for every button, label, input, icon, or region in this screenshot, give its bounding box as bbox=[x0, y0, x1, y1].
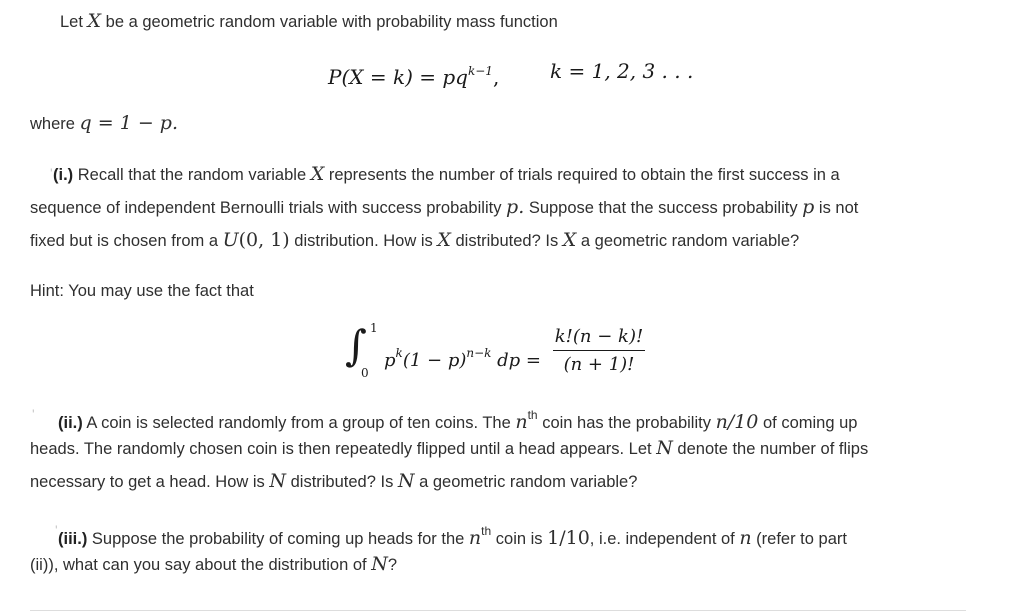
margin-tick: ' bbox=[50, 165, 53, 181]
variable-n-cap: N bbox=[371, 553, 388, 575]
part3-text: , i.e. independent of bbox=[589, 530, 740, 548]
variable-n: n bbox=[468, 527, 482, 549]
uniform-args: (0, 1) bbox=[238, 229, 290, 251]
integrand-one-minus-p: (1 − p) bbox=[402, 350, 467, 371]
part1-text: Suppose that the success probability bbox=[524, 199, 803, 217]
bottom-divider bbox=[30, 610, 966, 611]
part1-line1 bbox=[53, 163, 840, 186]
where-label: where bbox=[30, 115, 80, 133]
hint-label: Hint: You may use the fact that bbox=[30, 282, 254, 300]
variable-n: n bbox=[515, 411, 528, 433]
where-expr: q = 1 − p. bbox=[79, 112, 178, 134]
variable-n-cap: N bbox=[269, 470, 287, 492]
margin-tick: ' bbox=[32, 406, 35, 422]
part2-text: denote the number of flips bbox=[672, 440, 869, 458]
integrand bbox=[384, 342, 541, 372]
intro-line bbox=[60, 10, 558, 33]
part3-text: (ii)), what can you say about the distribution of bbox=[30, 556, 372, 574]
pmf-comma: , bbox=[492, 65, 500, 89]
variable-p: p. bbox=[506, 196, 525, 218]
part2-line3 bbox=[30, 470, 637, 493]
integrand-exp-k: k bbox=[395, 346, 403, 360]
part2-text: necessary to get a head. How is bbox=[30, 473, 270, 491]
variable-x: X bbox=[310, 163, 325, 185]
variable-x: X bbox=[562, 229, 577, 251]
intro-text-before: Let bbox=[60, 13, 88, 31]
fraction-denominator: (n + 1)! bbox=[563, 354, 635, 375]
margin-tick: ' bbox=[55, 522, 58, 538]
part2-text: A coin is selected randomly from a group of ten coins. The bbox=[82, 414, 516, 432]
part1-text: sequence of independent Bernoulli trials with success probability bbox=[30, 199, 507, 217]
fraction-numerator: k!(n − k)! bbox=[554, 326, 644, 347]
uniform-dist: U bbox=[222, 229, 239, 251]
pmf-support bbox=[550, 60, 693, 82]
integrand-p: p bbox=[384, 350, 396, 371]
variable-p: p bbox=[802, 196, 815, 218]
variable-n-cap: N bbox=[656, 437, 673, 459]
part2-text: distributed? Is bbox=[286, 473, 398, 491]
part3-text: Suppose the probability of coming up heads for the bbox=[87, 530, 469, 548]
part1-label: (i.) bbox=[53, 166, 74, 184]
pmf-lhs: P(X = k) = pq bbox=[328, 65, 468, 89]
part3-label: (iii.) bbox=[58, 530, 88, 548]
part3-text: ? bbox=[387, 556, 397, 574]
intro-text-after: be a geometric random variable with probability mass function bbox=[101, 13, 558, 31]
pmf-equation bbox=[328, 60, 499, 88]
part1-text: a geometric random variable? bbox=[576, 232, 800, 250]
part1-text: Recall that the random variable bbox=[73, 166, 311, 184]
part1-text: distribution. How is bbox=[289, 232, 438, 250]
integral-lower-limit: 0 bbox=[361, 366, 369, 380]
part1-line3 bbox=[30, 229, 799, 252]
variable-n-cap: N bbox=[397, 470, 415, 492]
part2-text: heads. The randomly chosen coin is then repeatedly flipped until a head appears. Let bbox=[30, 440, 657, 458]
integral-fraction bbox=[553, 326, 645, 375]
part3-text: (refer to part bbox=[751, 530, 847, 548]
part1-line2 bbox=[30, 196, 858, 219]
fraction-bar bbox=[553, 350, 645, 351]
part3-text: coin is bbox=[491, 530, 548, 548]
ordinal-th: th bbox=[527, 408, 538, 422]
part2-line1 bbox=[58, 404, 857, 434]
integral-upper-limit: 1 bbox=[370, 321, 378, 335]
integrand-exp-nk: n−k bbox=[466, 346, 492, 360]
integral-sign: ∫ bbox=[345, 321, 367, 370]
part1-text: represents the number of trials required to obtain the first success in a bbox=[324, 166, 840, 184]
part1-text: fixed but is chosen from a bbox=[30, 232, 223, 250]
hint-text bbox=[30, 280, 254, 302]
prob-n-over-10: n/10 bbox=[715, 411, 759, 433]
part2-label: (ii.) bbox=[58, 414, 83, 432]
prob-one-over-10: 1/10 bbox=[547, 527, 590, 549]
pmf-support-text: k = 1, 2, 3 . . . bbox=[550, 59, 694, 83]
integrand-dp: dp = bbox=[491, 350, 541, 371]
part3-line1 bbox=[58, 520, 847, 550]
variable-n: n bbox=[739, 527, 752, 549]
part2-text: a geometric random variable? bbox=[414, 473, 638, 491]
variable-x: X bbox=[87, 10, 102, 32]
variable-x: X bbox=[437, 229, 451, 251]
part2-text: of coming up bbox=[758, 414, 858, 432]
part1-text: is not bbox=[814, 199, 859, 217]
where-line bbox=[30, 112, 178, 135]
part3-line2 bbox=[30, 553, 397, 576]
part2-line2 bbox=[30, 437, 868, 460]
ordinal-th: th bbox=[481, 524, 492, 538]
part2-text: coin has the probability bbox=[537, 414, 716, 432]
pmf-exponent: k−1 bbox=[467, 64, 493, 78]
part1-text: distributed? Is bbox=[450, 232, 563, 250]
